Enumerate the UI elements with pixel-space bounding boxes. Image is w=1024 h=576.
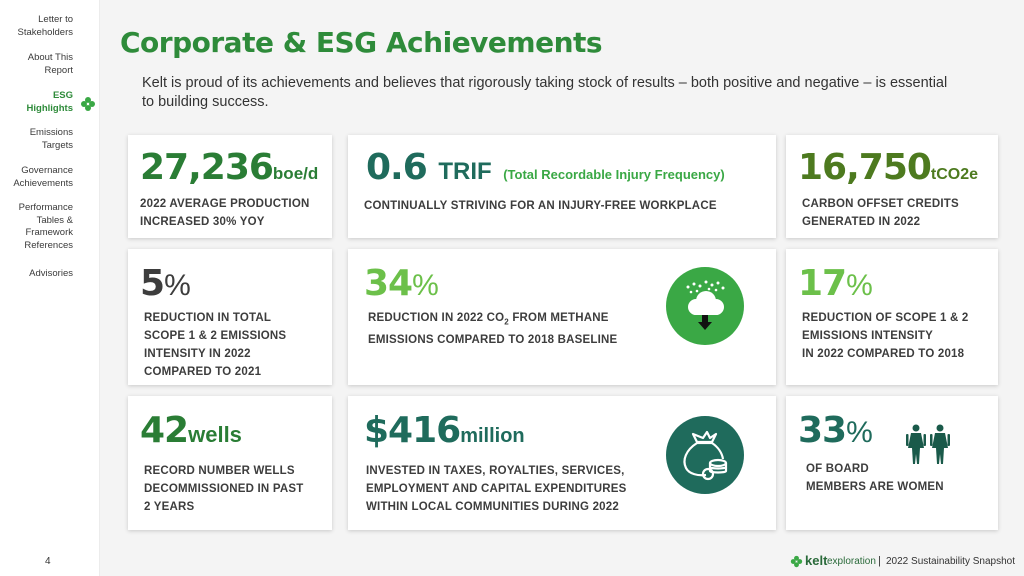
footer-separator: | [878,555,881,567]
brand-sub: exploration [827,556,876,567]
card-board [786,396,998,530]
card-intensity-2021 [128,249,332,385]
card-wells [128,396,332,530]
intro-text: Kelt is proud of its achievements and believes that rigorously taking stock of results – both positive and negative – is essential to building success. [142,75,948,110]
intensity-2021-value: 5% [140,263,191,304]
invested-desc: INVESTED IN TAXES, ROYALTIES, SERVICES, EMPLOYMENT AND CAPITAL EXPENDITURES WITHIN LOCAL COMMUNITIES DURING 2022 [366,465,627,513]
wells-value: 42wells [140,410,242,451]
sidebar-item-advisories[interactable]: Advisories [29,268,73,279]
sidebar-item-letter[interactable]: Letter to Stakeholders [17,14,73,38]
main-content [100,0,1024,576]
card-methane [348,249,776,385]
wells-desc: RECORD NUMBER WELLS DECOMMISSIONED IN PAST 2 YEARS [144,465,304,513]
page-title: Corporate & ESG Achievements [120,26,603,59]
offsets-desc: CARBON OFFSET CREDITS GENERATED IN 2022 [802,198,959,228]
methane-value: 34% [364,263,439,304]
trif-value: 0.6 TRIF (Total Recordable Injury Frequency) [366,147,725,188]
money-bag-coins-icon [666,416,744,494]
offsets-value: 16,750tCO2e [798,147,979,188]
board-desc: OF BOARD MEMBERS ARE WOMEN [806,463,944,493]
sidebar-item-about[interactable]: About This Report [27,52,73,76]
brand-logo: kelt [805,553,828,568]
sidebar-item-emissions[interactable]: Emissions Targets [29,127,73,151]
intensity-2021-desc: REDUCTION IN TOTAL SCOPE 1 & 2 EMISSIONS INTENSITY IN 2022 COMPARED TO 2021 [144,312,287,378]
card-trif [348,135,776,238]
sidebar [0,0,100,576]
card-production [128,135,332,238]
clover-icon [80,96,96,112]
sidebar-item-esg-highlights[interactable]: ESG Highlights [26,90,73,114]
methane-desc: REDUCTION IN 2022 $CO_2$ FROM METHANE EMISSIONS COMPARED TO 2018 BASELINE [368,312,618,347]
page-number: 4 [45,556,51,567]
card-intensity-2018 [786,249,998,385]
sidebar-item-governance[interactable]: Governance Achievements [13,165,73,189]
sidebar-item-performance[interactable]: Performance Tables & Framework References [18,202,73,251]
card-invested [348,396,776,530]
board-value: 33% [798,410,873,451]
report-name: 2022 Sustainability Snapshot [886,556,1015,567]
production-desc: 2022 AVERAGE PRODUCTION INCREASED 30% YOY [140,198,310,228]
trif-desc: CONTINUALLY STRIVING FOR AN INJURY-FREE WORKPLACE [364,200,717,212]
footer [790,553,1020,571]
card-offsets [786,135,998,238]
intensity-2018-desc: REDUCTION OF SCOPE 1 & 2 EMISSIONS INTENSITY IN 2022 COMPARED TO 2018 [802,312,969,360]
cloud-download-icon [666,267,744,345]
invested-value: $416million [364,410,525,451]
intensity-2018-value: 17% [798,263,873,304]
production-value: 27,236boe/d [140,147,319,188]
clover-icon [790,555,803,568]
